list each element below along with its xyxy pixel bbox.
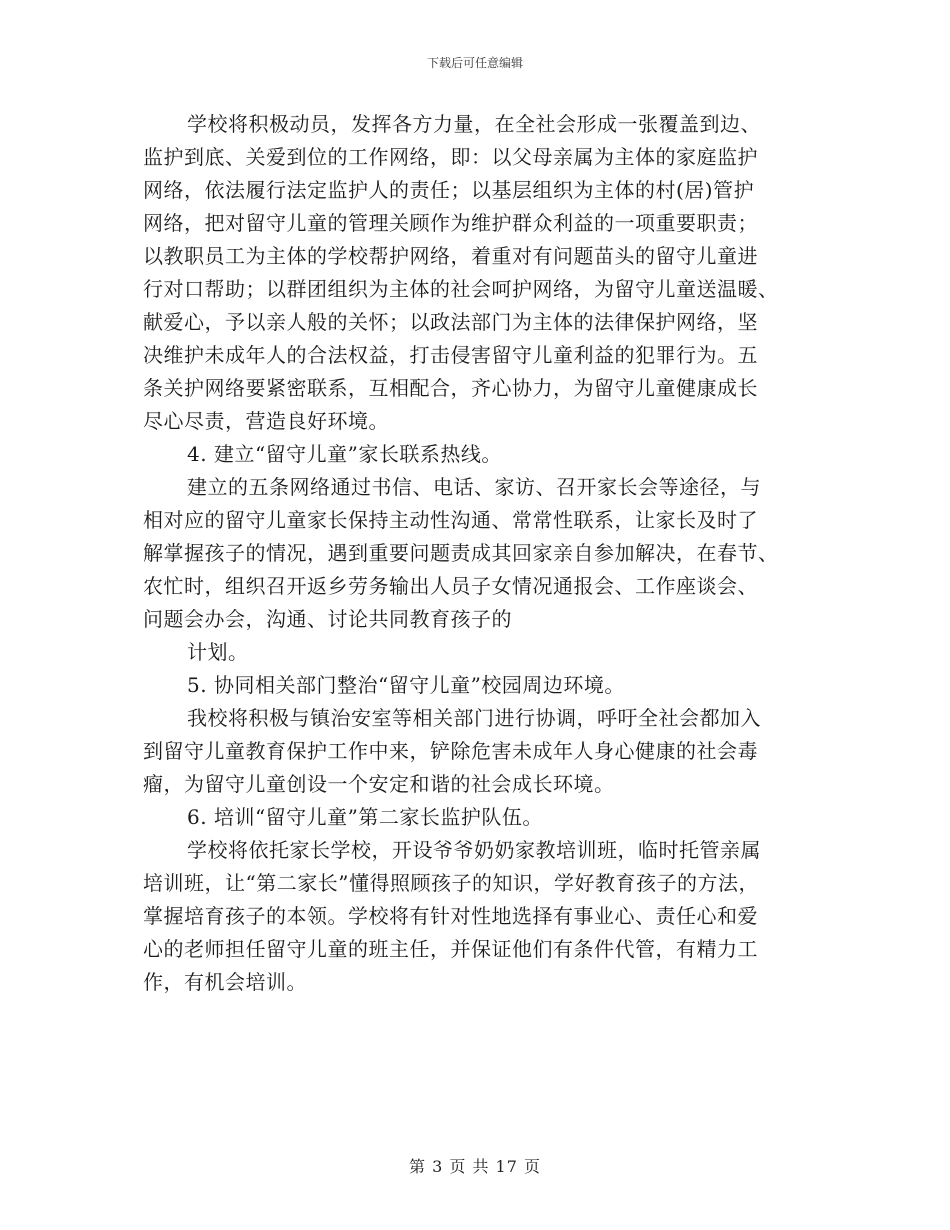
text-line: 掌握培育孩子的本领。学校将有针对性地选择有事业心、责任心和爱: [143, 904, 758, 928]
text-line: 4. 建立“留守儿童”家长联系热线。: [187, 442, 502, 466]
text-line: 农忙时，组织召开返乡劳务输出人员子女情况通报会、工作座谈会、: [143, 574, 758, 598]
text-line: 到留守儿童教育保护工作中来，铲除危害未成年人身心健康的社会毒: [143, 739, 758, 763]
text-line: 瘤，为留守儿童创设一个安定和谐的社会成长环境。: [143, 772, 615, 796]
page-footer: 第 3 页 共 17 页: [409, 1157, 541, 1176]
text-line: 学校将积极动员，发挥各方力量，在全社会形成一张覆盖到边、: [187, 112, 761, 136]
text-line: 培训班，让“第二家长”懂得照顾孩子的知识，学好教育孩子的方法，: [143, 871, 759, 895]
text-line: 尽心尽责，营造良好环境。: [143, 409, 389, 433]
page-header: 下载后可任意编辑: [426, 56, 523, 70]
text-line: 网络，依法履行法定监护人的责任；以基层组织为主体的村(居)管护: [143, 178, 755, 202]
text-line: 献爱心，予以亲人般的关怀；以政法部门为主体的法律保护网络，坚: [143, 310, 758, 334]
text-line: 条关护网络要紧密联系，互相配合，齐心协力，为留守儿童健康成长: [143, 376, 758, 400]
document-body: [143, 108, 813, 999]
text-line: 问题会办会，沟通、讨论共同教育孩子的: [143, 607, 512, 631]
text-line: 心的老师担任留守儿童的班主任，并保证他们有条件代管，有精力工: [143, 937, 758, 961]
text-line: 作，有机会培训。: [143, 970, 307, 994]
text-line: 以教职员工为主体的学校帮护网络，着重对有问题苗头的留守儿童进: [143, 244, 758, 268]
text-line: 监护到底、关爱到位的工作网络，即：以父母亲属为主体的家庭监护: [143, 145, 758, 169]
text-line: 学校将依托家长学校，开设爷爷奶奶家教培训班，临时托管亲属: [187, 838, 761, 862]
text-line: 建立的五条网络通过书信、电话、家访、召开家长会等途径，与: [187, 475, 761, 499]
text-line: 我校将积极与镇治安室等相关部门进行协调，呼吁全社会都加入: [187, 706, 761, 730]
text-line: 行对口帮助；以群团组织为主体的社会呵护网络，为留守儿童送温暖、: [143, 277, 779, 301]
text-line: 解掌握孩子的情况，遇到重要问题责成其回家亲自参加解决，在春节、: [143, 541, 779, 565]
text-line: 6. 培训“留守儿童”第二家长监护队伍。: [187, 805, 543, 829]
text-line: 5. 协同相关部门整治“留守儿童”校园周边环境。: [187, 673, 625, 697]
text-line: 网络，把对留守儿童的管理关顾作为维护群众利益的一项重要职责；: [143, 211, 758, 235]
text-line: 相对应的留守儿童家长保持主动性沟通、常常性联系，让家长及时了: [143, 508, 758, 532]
text-line: 决维护未成年人的合法权益，打击侵害留守儿童利益的犯罪行为。五: [143, 343, 758, 367]
text-line: 计划。: [187, 640, 249, 664]
